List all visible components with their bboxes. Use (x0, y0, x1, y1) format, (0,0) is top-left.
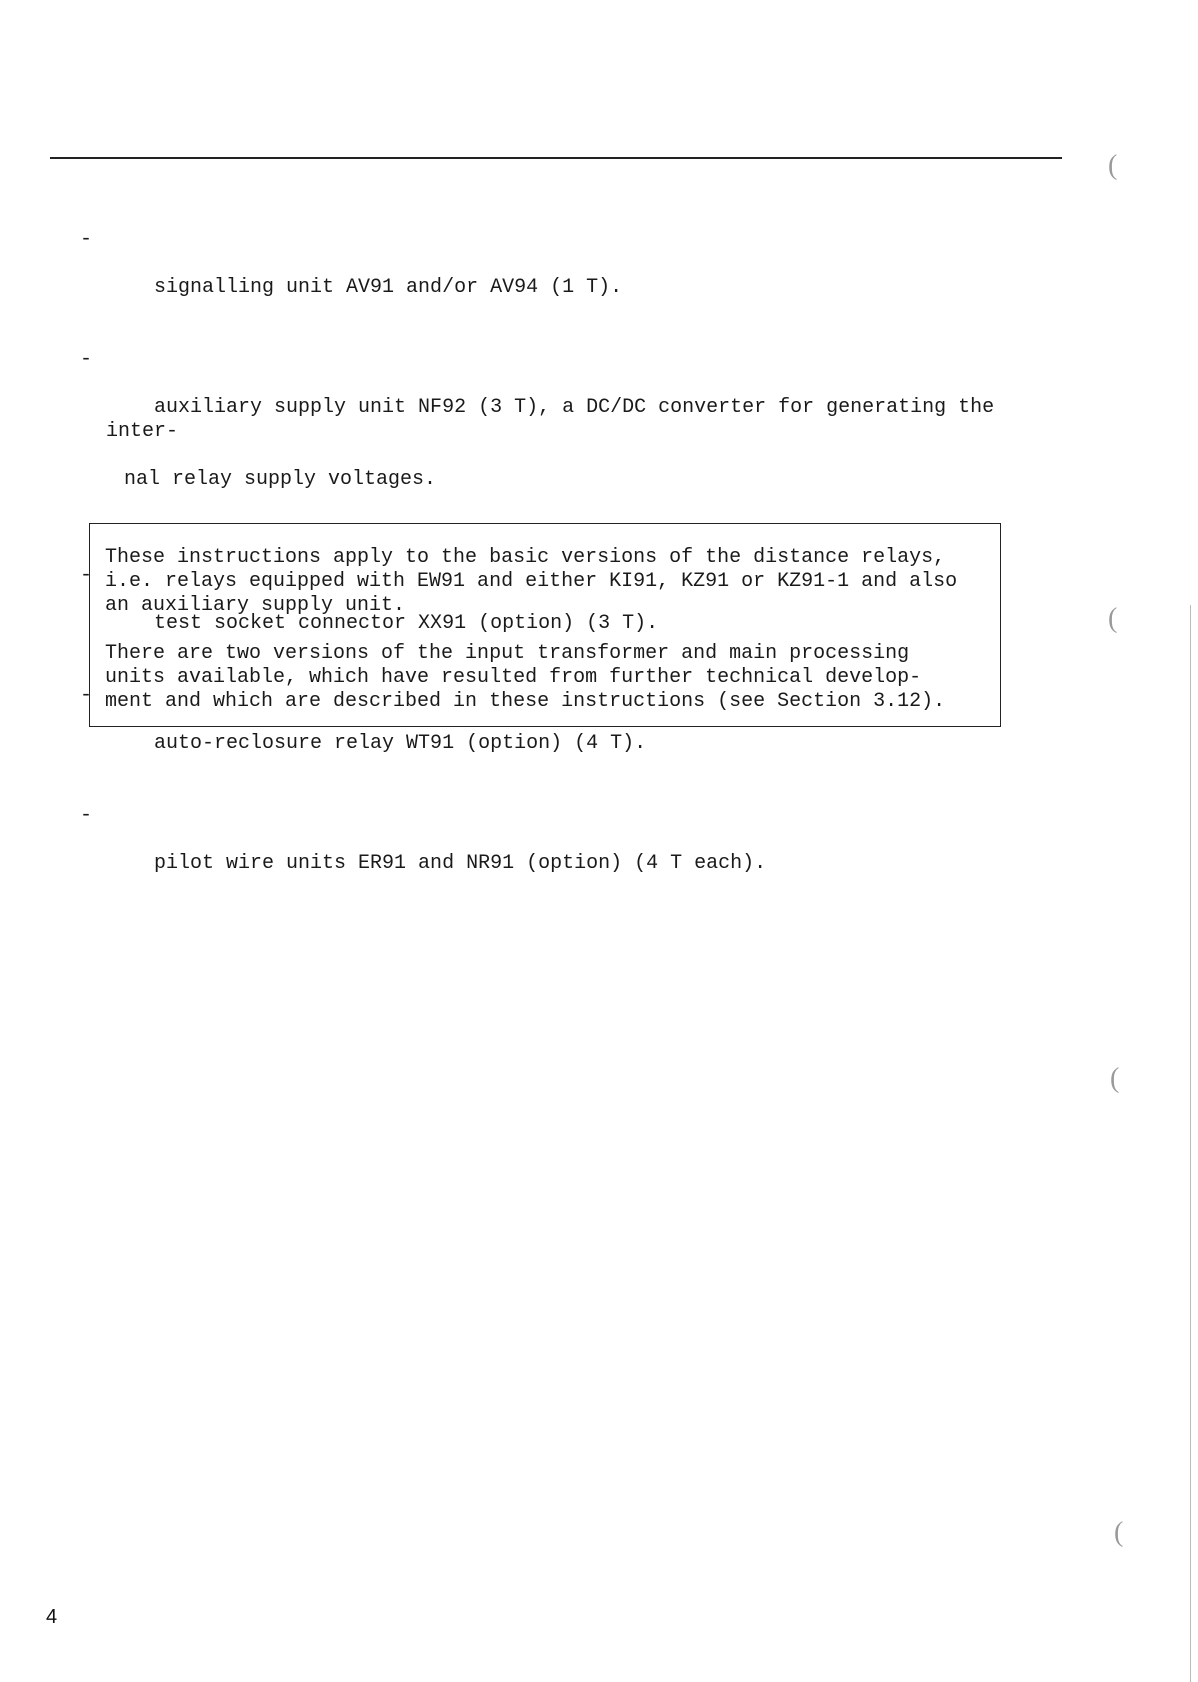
list-dash: - (80, 228, 93, 251)
list-dash: - (80, 564, 93, 587)
margin-mark: ( (1108, 150, 1118, 181)
header-rule (50, 157, 1062, 159)
list-item-text: pilot wire units ER91 and NR91 (option) (4 T each). (154, 852, 767, 875)
list-item-text-continuation: nal relay supply voltages. (124, 468, 437, 491)
list-item-text: signalling unit AV91 and/or AV94 (1 T). (154, 276, 623, 299)
list-item-text: auto-reclosure relay WT91 (option) (4 T). (154, 732, 647, 755)
list-dash: - (80, 348, 93, 371)
note-paragraph: There are two versions of the input transformer and main processing units available, which have resulted from further technical develop- ment and which are described in these instructions (see Section 3.12). (105, 642, 946, 713)
list-item (80, 228, 1040, 324)
margin-mark: ( (1108, 603, 1118, 634)
note-box (89, 523, 1001, 727)
margin-mark: ( (1114, 1517, 1124, 1548)
page-number: 4 (46, 1606, 58, 1628)
list-item (80, 348, 1040, 540)
binder-edge (1190, 605, 1191, 1682)
list-dash: - (80, 684, 93, 707)
list-item-text: test socket connector XX91 (option) (3 T). (154, 612, 659, 635)
list-dash: - (80, 804, 93, 827)
margin-mark: ( (1110, 1063, 1120, 1094)
note-paragraph: These instructions apply to the basic versions of the distance relays, i.e. relays equipped with EW91 and either KI91, KZ91 or KZ91-1 and also an auxiliary supply unit. (105, 546, 958, 617)
list-item (80, 804, 1040, 900)
list-item-text: auxiliary supply unit NF92 (3 T), a DC/DC converter for generating the inter- (106, 396, 1007, 443)
